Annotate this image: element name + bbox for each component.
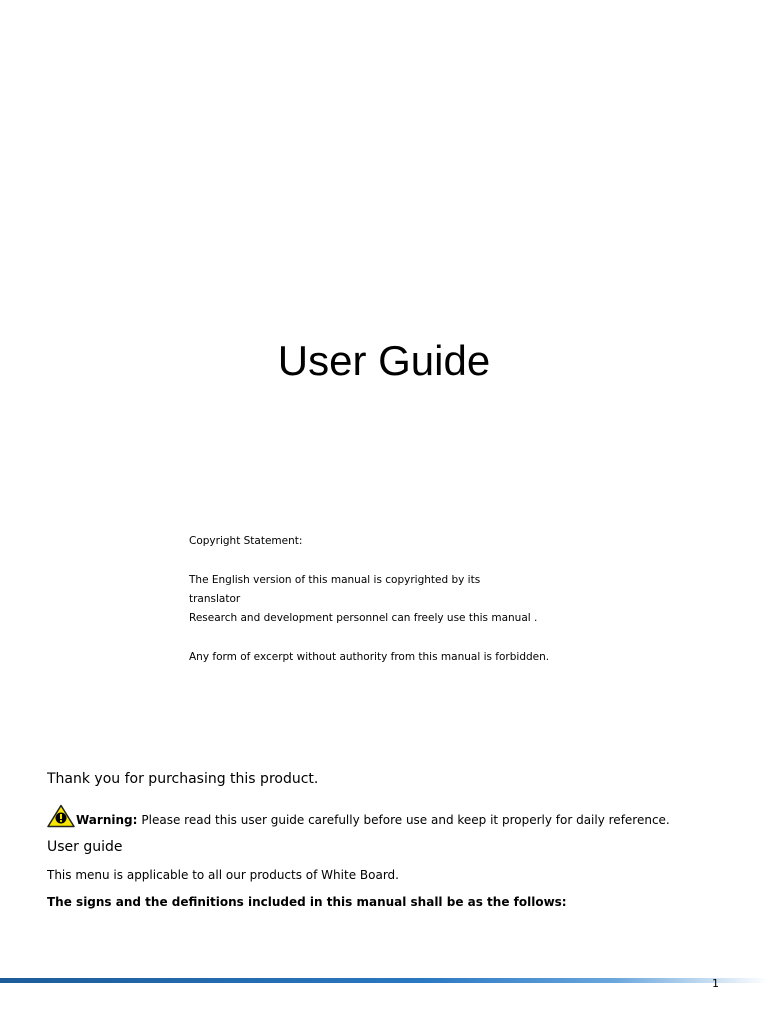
copyright-line-4: Any form of excerpt without authority from this manual is forbidden. — [189, 651, 550, 663]
footer-rule — [0, 978, 768, 983]
warning-label: Warning: — [76, 813, 138, 827]
copyright-line-3: Research and development personnel can freely use this manual . — [189, 612, 538, 624]
document-title: User Guide — [277, 337, 491, 385]
warning-notice — [47, 800, 670, 828]
section-heading: User guide — [47, 839, 123, 855]
copyright-line-2: translator — [189, 593, 241, 605]
paragraph-signs-definitions: The signs and the definitions included in this manual shall be as the follows: — [47, 895, 567, 909]
paragraph-applicability: This menu is applicable to all our products of White Board. — [47, 868, 399, 882]
copyright-line-1: The English version of this manual is copyrighted by its — [189, 574, 481, 586]
page-number: 1 — [712, 977, 719, 990]
copyright-statement — [189, 532, 549, 667]
thank-you-text: Thank you for purchasing this product. — [47, 771, 319, 787]
copyright-heading: Copyright Statement: — [189, 535, 303, 547]
warning-text: Please read this user guide carefully before use and keep it properly for daily reference. — [141, 813, 670, 827]
warning-triangle-icon — [47, 804, 75, 828]
